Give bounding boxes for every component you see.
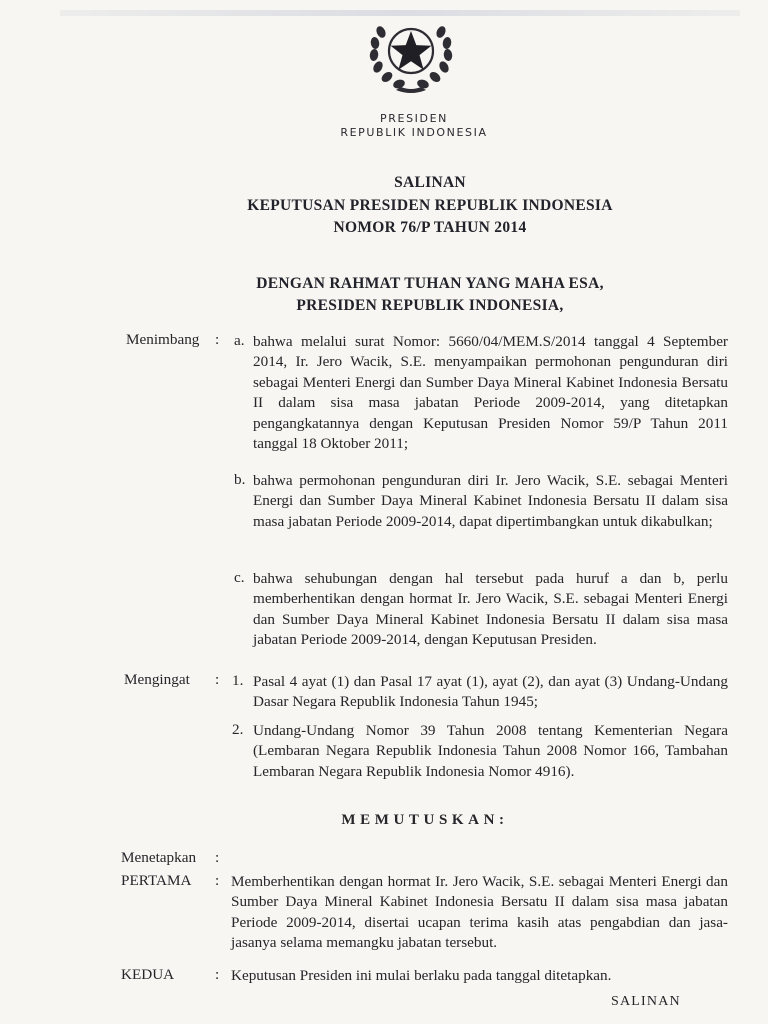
menimbang-item-c-id: c.	[234, 569, 245, 586]
menimbang-item-b-text: bahwa permohonan pengunduran diri Ir. Jero Wacik, S.E. sebagai Menteri Energi dan Sumber Daya Mineral Kabinet Indonesia Bersatu II dalam sisa masa jabatan Periode 2009-2014, dapat dipertimbangkan untuk dikabulkan;	[253, 472, 728, 530]
kedua-label: KEDUA	[121, 966, 175, 983]
header-republik-indonesia: REPUBLIK INDONESIA	[340, 126, 488, 139]
presidential-emblem-icon	[361, 10, 461, 96]
menimbang-colon: :	[215, 331, 220, 348]
mengingat-item-2-id: 2.	[232, 721, 244, 738]
pertama-colon: :	[215, 872, 220, 889]
kedua-colon: :	[215, 966, 220, 983]
menimbang-item-a-id: a.	[234, 332, 245, 349]
doc-title-salinan: SALINAN	[394, 174, 466, 191]
mengingat-label: Mengingat	[124, 671, 190, 688]
preamble-line-2: PRESIDEN REPUBLIK INDONESIA,	[296, 297, 564, 314]
menimbang-label: Menimbang	[126, 331, 200, 348]
pertama-label: PERTAMA	[121, 872, 192, 889]
header-presiden: PRESIDEN	[380, 112, 448, 125]
menetapkan-label: Menetapkan	[121, 849, 197, 866]
doc-title-nomor: NOMOR 76/P TAHUN 2014	[333, 219, 527, 236]
pertama-text: Memberhentikan dengan hormat Ir. Jero Wacik, S.E. sebagai Menteri Energi dan Sumber Daya Mineral Kabinet Indonesia Bersatu II dalam sisa masa jabatan Periode 2009-2014, disertai ucapan terima kasih atas pengabdian dan jasa-jasanya selama memangku jabatan tersebut.	[231, 873, 728, 952]
menimbang-item-c-text: bahwa sehubungan dengan hal tersebut pada huruf a dan b, perlu memberhentikan dengan hormat Ir. Jero Wacik, S.E. sebagai Menteri Energi dan Sumber Daya Mineral Kabinet Indonesia Bersatu II dalam sisa masa jabatan Periode 2009-2014, dengan Keputusan Presiden.	[253, 570, 728, 649]
doc-title-keputusan: KEPUTUSAN PRESIDEN REPUBLIK INDONESIA	[247, 197, 613, 214]
mengingat-colon: :	[215, 671, 220, 688]
menimbang-item-a-text: bahwa melalui surat Nomor: 5660/04/MEM.S/2014 tanggal 4 September 2014, Ir. Jero Wacik, S.E. menyampaikan permohonan pengunduran diri sebagai Menteri Energi dan Sumber Daya Mineral Kabinet Indonesia Bersatu II dalam sisa masa jabatan Periode 2009-2014, yang ditetapkan pengangkatannya dengan Keputusan Presiden Nomor 59/P Tahun 2011 tanggal 18 Oktober 2011;	[253, 333, 728, 453]
mengingat-item-2-text: Undang-Undang Nomor 39 Tahun 2008 tentang Kementerian Negara (Lembaran Negara Republik Indonesia Tahun 2008 Nomor 166, Tambahan Lembaran Negara Republik Indonesia Nomor 4916).	[253, 722, 728, 780]
kedua-text: Keputusan Presiden ini mulai berlaku pada tanggal ditetapkan.	[231, 967, 612, 984]
mengingat-item-1-text: Pasal 4 ayat (1) dan Pasal 17 ayat (1), ayat (2), dan ayat (3) Undang-Undang Dasar Negara Republik Indonesia Tahun 1945;	[253, 673, 728, 711]
menimbang-item-b-id: b.	[234, 471, 246, 488]
memutuskan-heading: MEMUTUSKAN:	[341, 812, 509, 828]
preamble-line-1: DENGAN RAHMAT TUHAN YANG MAHA ESA,	[256, 275, 604, 292]
menetapkan-colon: :	[215, 849, 220, 866]
footer-salinan: SALINAN	[611, 994, 681, 1009]
mengingat-item-1-id: 1.	[232, 672, 244, 689]
